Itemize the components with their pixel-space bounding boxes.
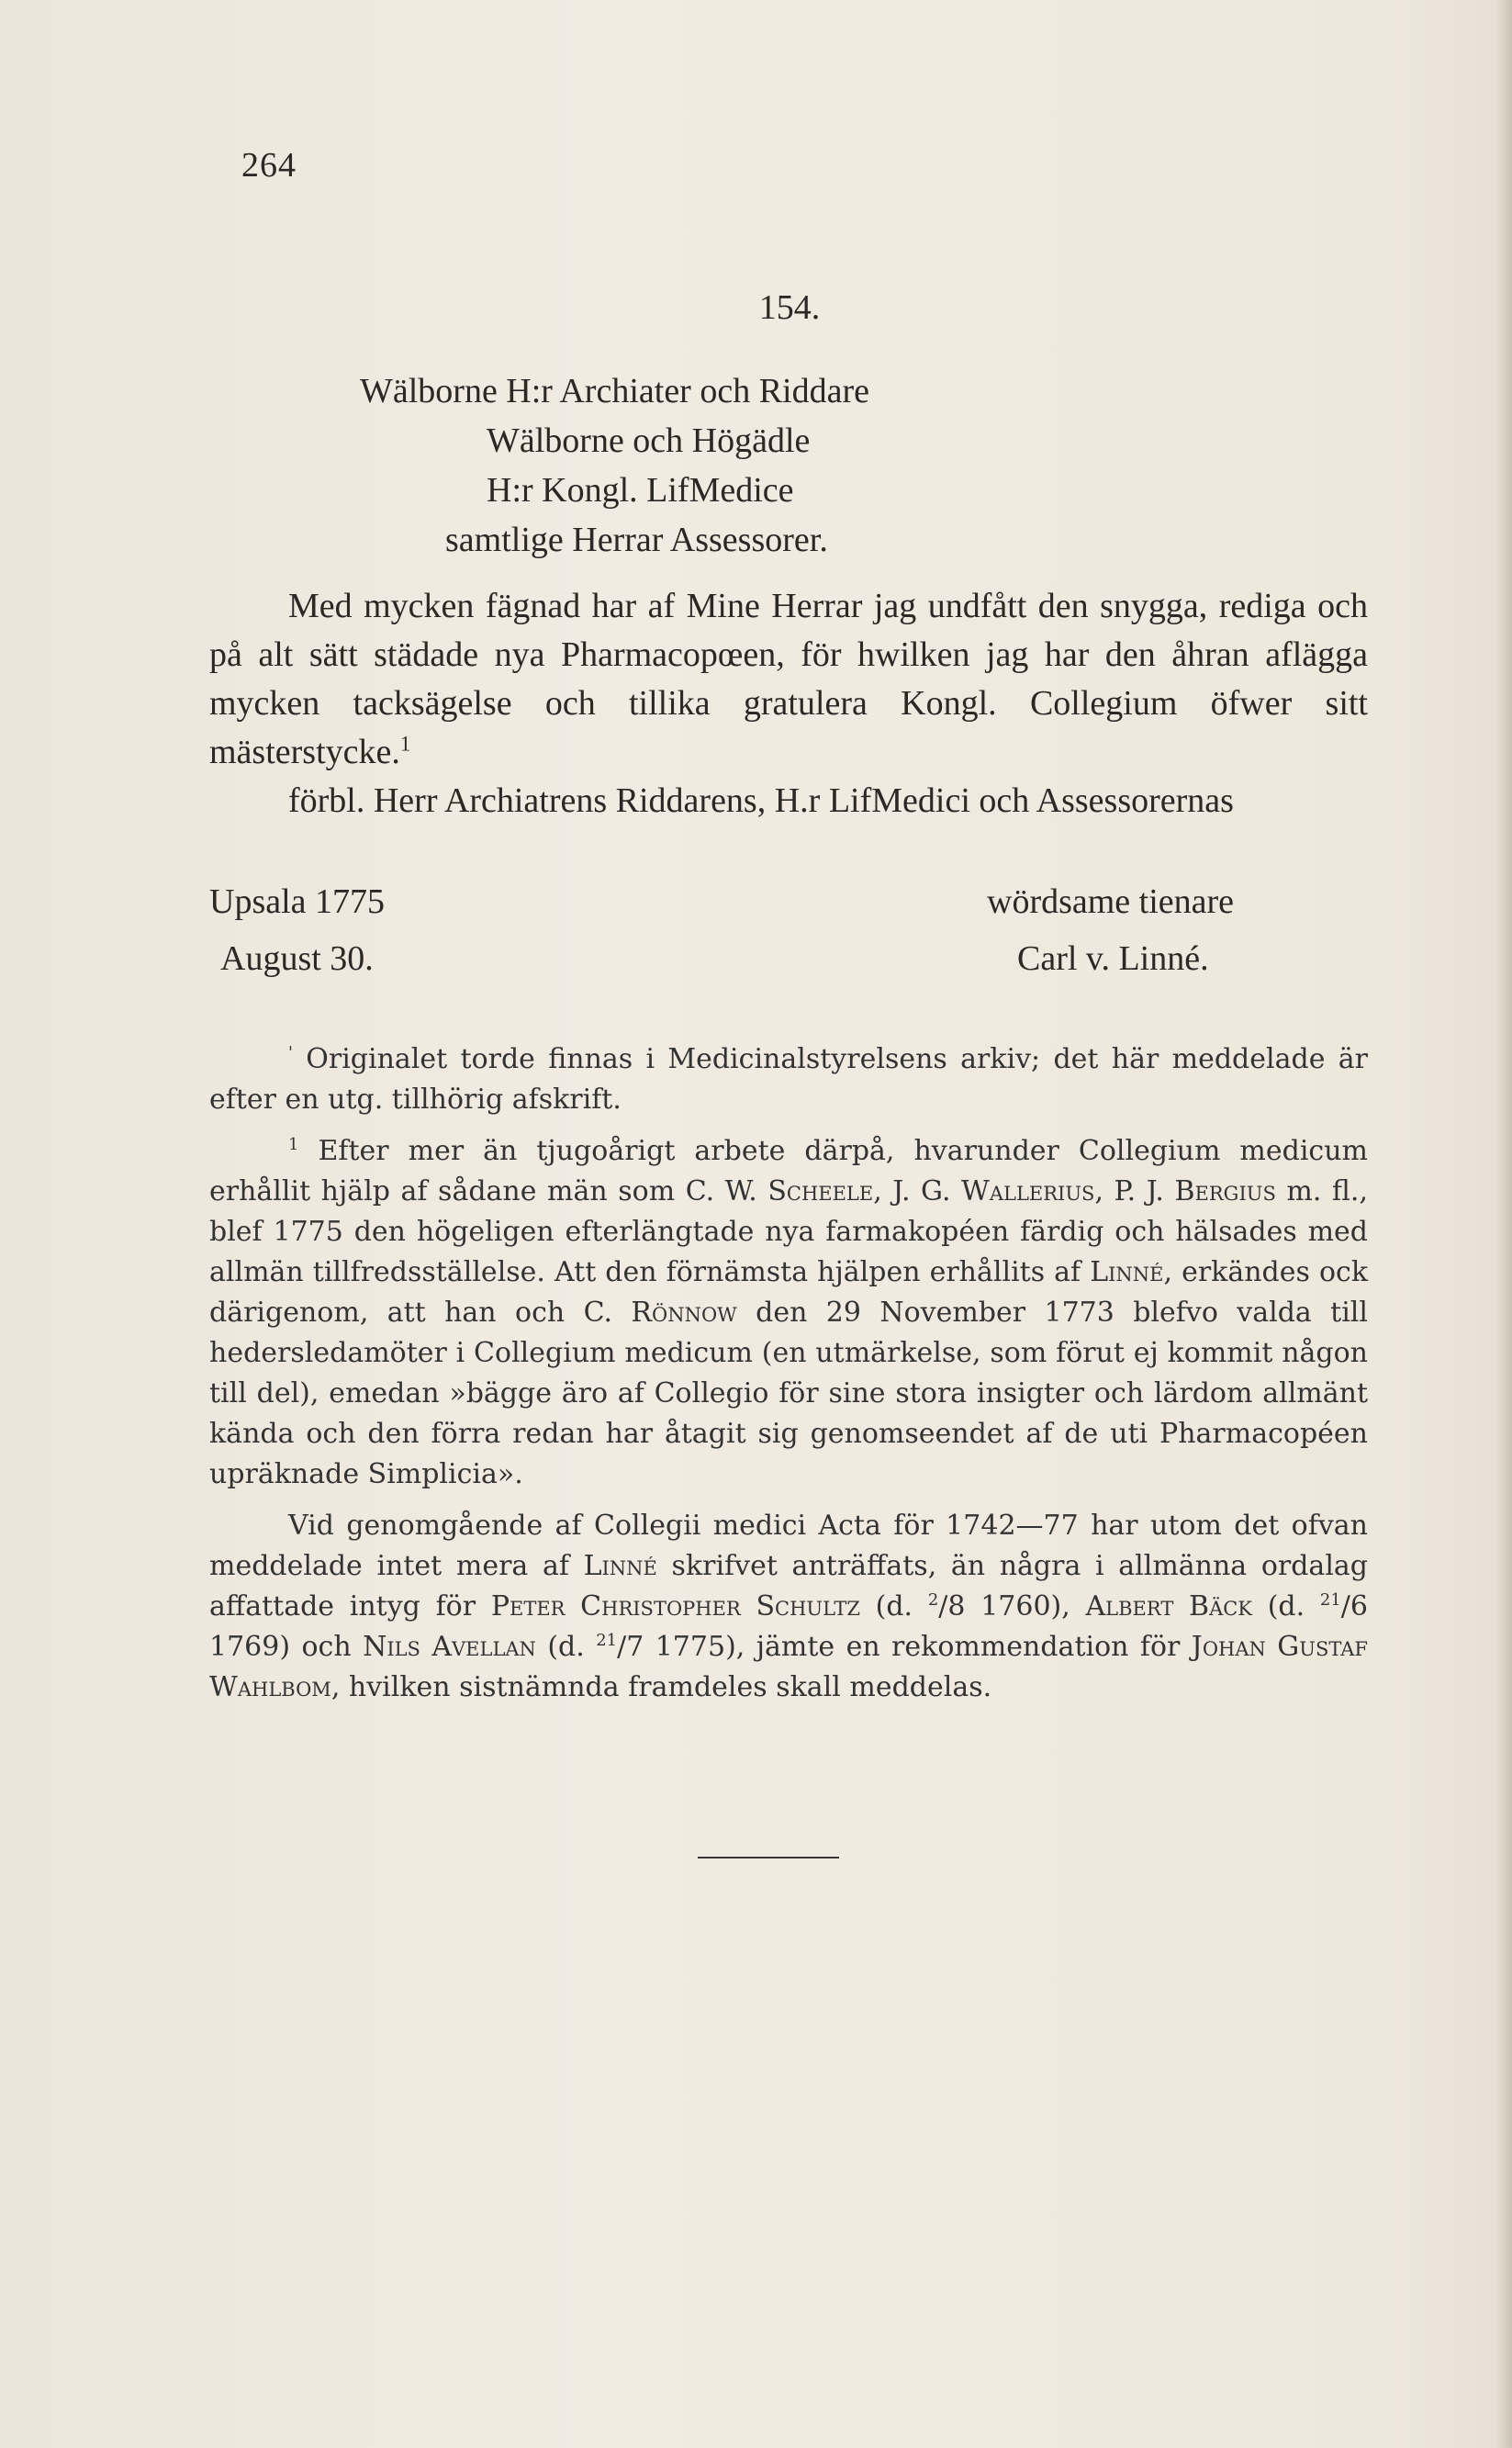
person-name: Albert Bäck bbox=[1085, 1590, 1252, 1623]
person-name: Johan Gustaf Wahlbom bbox=[209, 1631, 1368, 1703]
salutation-line-1: Wälborne H:r Archiater och Riddare bbox=[360, 372, 869, 410]
salutation-line-3: H:r Kongl. LifMedice bbox=[487, 471, 794, 510]
person-name: J. G. Wallerius bbox=[892, 1175, 1095, 1207]
person-name: Linné bbox=[1090, 1256, 1164, 1288]
page-edge-shadow bbox=[1495, 0, 1512, 2448]
person-name: Peter Christopher Schultz bbox=[490, 1590, 860, 1623]
person-name: C. Rönnow bbox=[583, 1297, 737, 1329]
end-rule bbox=[698, 1857, 839, 1858]
place-date: Upsala 1775 bbox=[209, 882, 386, 921]
body-paragraph: Med mycken fägnad har af Mine Herrar jag undfått den snygga, rediga och på alt sätt städade nya Pharmacopœen, för hwilken jag har den åhran aflägga mycken tacksägelse och tillika gratulera Kongl. Collegium öfwer sitt mästerstycke.$^1$ bbox=[209, 587, 1368, 771]
page-number: 264 bbox=[241, 146, 297, 185]
salutation-line-2: Wälborne och Högädle bbox=[487, 421, 811, 460]
person-name: Nils Avellan bbox=[363, 1631, 536, 1663]
salutation-line-4: samtlige Herrar Assessorer. bbox=[445, 521, 828, 559]
footnote-mark: 1 bbox=[399, 732, 411, 756]
letter-number: 154. bbox=[758, 288, 821, 327]
date: August 30. bbox=[220, 939, 374, 978]
person-name: Linné bbox=[583, 1550, 657, 1582]
footnotes bbox=[209, 1039, 1368, 1719]
person-name: C. W. Scheele bbox=[685, 1175, 874, 1207]
footnote-1: $^1$ Efter mer än tjugoårigt arbete därpå, hvarunder Collegium medicum erhållit hjälp af sådane män som C. W. Scheele, J. G. Wallerius, P. J. Bergius m. fl., blef 1775 den högeligen efterlängtade nya farmakopéen färdig och hälsades med allmän tillfredsställelse. Att den förnämsta hjälpen erhållits af Linné, erkändes ock därigenom, att han och C. Rönnow den 29 November 1773 blefvo valda till hedersledamöter i Collegium medicum (en utmärkelse, som förut ej kommit någon till del), emedan »bägge äro af Collegio för sine stora insigter och lärdom allmänt kända och den förra redan har åtagit sig genomseendet af de uti Pharmacopéen upräknade Simplicia». bbox=[209, 1135, 1368, 1490]
closing-formula: förbl. Herr Archiatrens Riddarens, H.r LifMedici och Assessorernas bbox=[288, 781, 1234, 820]
letter-body bbox=[209, 582, 1368, 825]
source-note: ' Originalet torde finnas i Medicinalstyrelsens arkiv; det här meddelade är efter en utg. tillhörig afskrift. bbox=[209, 1043, 1368, 1116]
person-name: P. J. Bergius bbox=[1114, 1175, 1276, 1207]
signature-name: Carl v. Linné. bbox=[1017, 939, 1209, 978]
footnote-2: Vid genomgående af Collegii medici Acta för 1742—77 har utom det ofvan meddelade intet mera af Linné skrifvet anträffats, än några i allmänna ordalag affattade intyg för Peter Christopher Schultz (d. $^2$/8 1760), Albert Bäck (d. $^{21}$/6 1769) och Nils Avellan (d. $^{21}$/7 1775), jämte en rekommendation för Johan Gustaf Wahlbom, hvilken sistnämnda framdeles skall meddelas. bbox=[209, 1510, 1369, 1703]
complimentary-close: wördsame tienare bbox=[987, 882, 1235, 921]
